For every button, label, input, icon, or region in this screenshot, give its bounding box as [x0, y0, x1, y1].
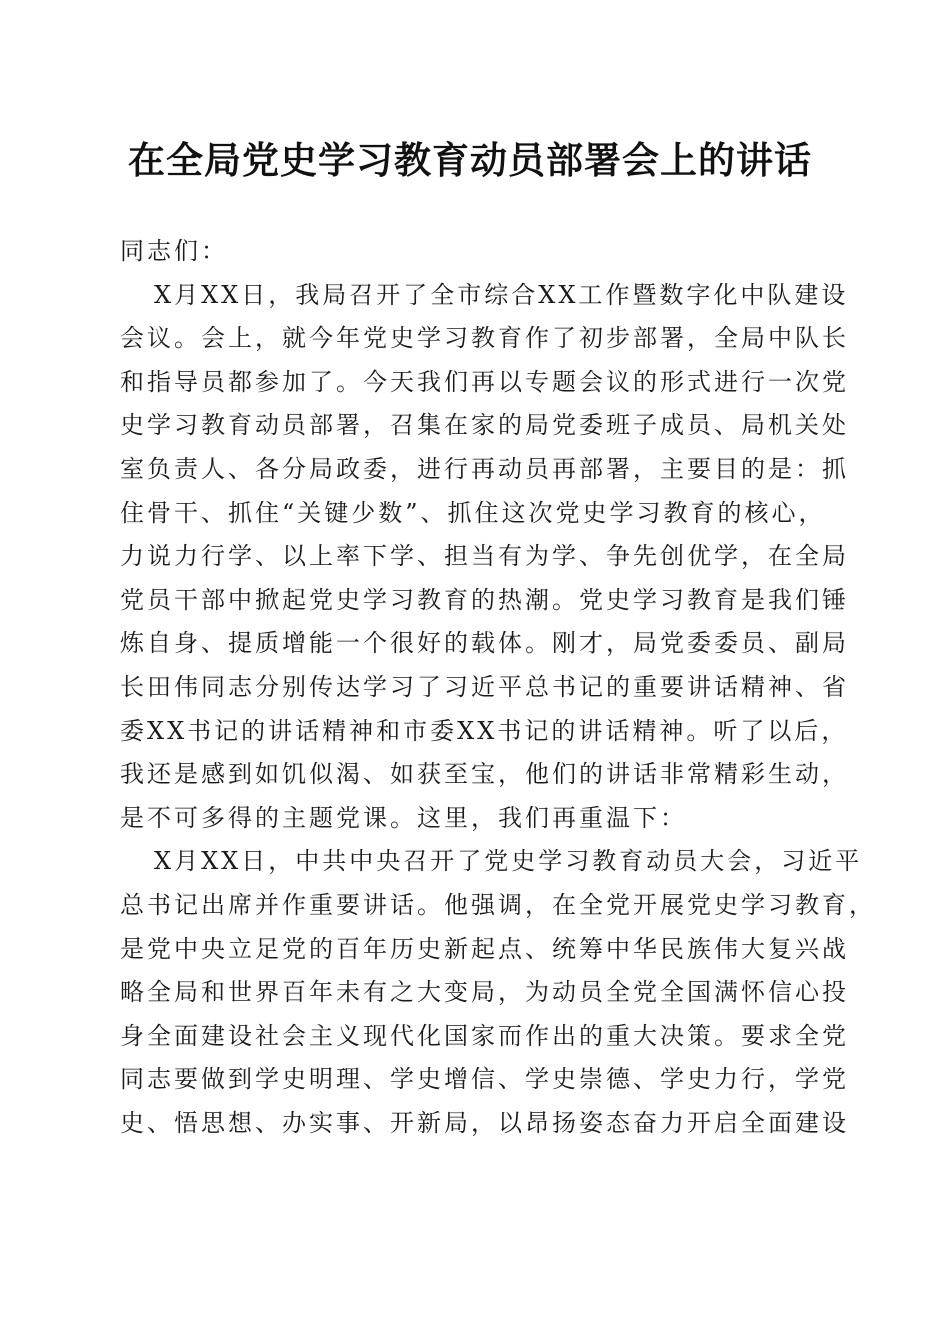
paragraph-line: 身全面建设社会主义现代化国家而作出的重大决策。要求全党	[120, 1021, 849, 1050]
paragraph-line: 是党中央立足党的百年历史新起点、统筹中华民族伟大复兴战	[120, 934, 849, 963]
paragraph-line: 住骨干、抓住“关键少数”、抓住这次党史学习教育的核心，	[120, 498, 826, 527]
paragraph-line: X月XX日，我局召开了全市综合XX工作暨数字化中队建设	[154, 280, 849, 309]
document-body	[120, 230, 876, 1145]
paragraph-line: 史、悟思想、办实事、开新局，以昂扬姿态奋力开启全面建设	[120, 1108, 849, 1137]
paragraph-line: 炼自身、提质增能一个很好的载体。刚才，局党委委员、副局	[120, 629, 849, 658]
paragraph-line: 和指导员都参加了。今天我们再以专题会议的形式进行一次党	[120, 367, 849, 396]
paragraph-line: 室负责人、各分局政委，进行再动员再部署，主要目的是：抓	[120, 454, 849, 483]
paragraph-line: 总书记出席并作重要讲话。他强调，在全党开展党史学习教育，	[120, 890, 876, 919]
paragraph-line: 史学习教育动员部署，召集在家的局党委班子成员、局机关处	[120, 411, 849, 440]
salutation-line: 同志们：	[120, 237, 228, 265]
paragraph-line: 会议。会上，就今年党史学习教育作了初步部署，全局中队长	[120, 324, 849, 353]
paragraph-line: 我还是感到如饥似渴、如获至宝，他们的讲话非常精彩生动，	[120, 760, 849, 789]
paragraph-line: 长田伟同志分别传达学习了习近平总书记的重要讲话精神、省	[120, 672, 849, 701]
document-title: 在全局党史学习教育动员部署会上的讲话	[128, 138, 812, 182]
paragraph-line: 力说力行学、以上率下学、担当有为学、争先创优学，在全局	[120, 542, 849, 571]
paragraph-line: 委XX书记的讲话精神和市委XX书记的讲话精神。听了以后，	[120, 716, 849, 745]
paragraph-line: 同志要做到学史明理、学史增信、学史崇德、学史力行，学党	[120, 1065, 849, 1094]
paragraph-line: 党员干部中掀起党史学习教育的热潮。党史学习教育是我们锤	[120, 585, 849, 614]
paragraph-line: X月XX日，中共中央召开了党史学习教育动员大会，习近平	[154, 847, 863, 876]
paragraph-line: 略全局和世界百年未有之大变局，为动员全党全国满怀信心投	[120, 978, 849, 1007]
paragraph-line: 是不可多得的主题党课。这里，我们再重温下：	[120, 803, 687, 832]
